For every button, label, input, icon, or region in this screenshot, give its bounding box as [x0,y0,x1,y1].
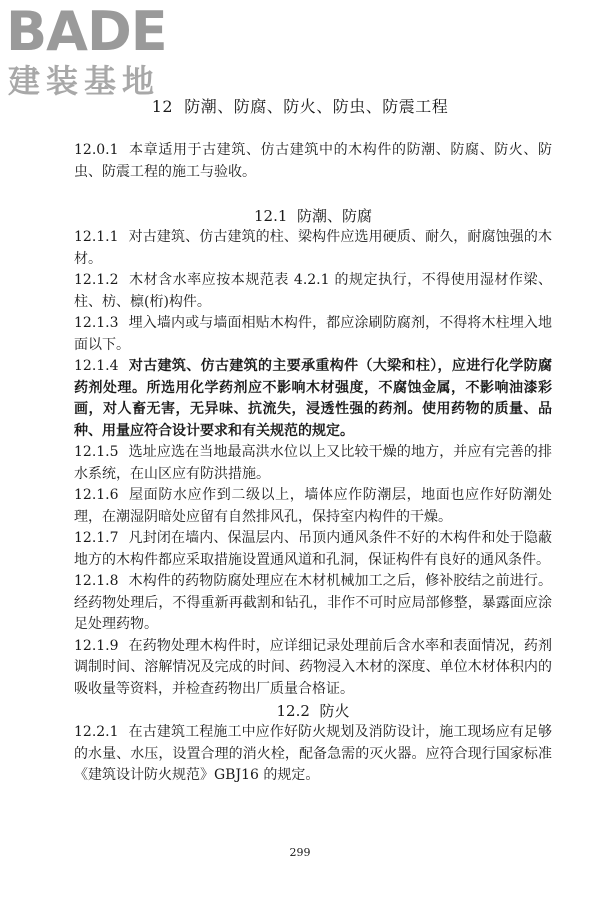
clause-text: 在古建筑工程施工中应作好防火规划及消防设计，施工现场应有足够的水量、水压，设置合理的消火栓，配备急需的灭火器。应符合现行国家标准《建筑设计防火规范》GBJ16 的规定。 [74,724,552,783]
clause-text: 在药物处理木构件时，应详细记录处理前后含水率和表面情况，药剂调制时间、溶解情况及完成的时间、药物浸入木材的深度、单位木材体积内的吸收量等资料，并检查药物出厂质量合格证。 [74,637,552,697]
section-title-text: 防潮、防腐 [296,207,372,225]
clause-12-1-6 [74,485,552,528]
clause-12-1-9 [74,636,552,701]
section-number: 12.1 [254,207,288,225]
clause-12-1-3 [74,313,552,356]
clause-text: 凡封闭在墙内、保温层内、吊顶内通风条件不好的木构件和处于隐蔽地方的木构件都应采取措施设置通风道和孔洞，保证构件有良好的通风条件。 [74,530,552,568]
clause-number: 12.1.1 [74,229,119,245]
clause-number: 12.0.1 [74,142,119,158]
clause-number: 12.1.3 [74,315,119,331]
section-title-12-1 [74,205,552,227]
clause-number: 12.1.7 [74,530,119,546]
clause-text: 对古建筑、仿古建筑的主要承重构件（大梁和柱），应进行化学防腐药剂处理。所选用化学药剂应不影响木材强度，不腐蚀金属，不影响油漆彩画，对人畜无害，无异味、抗流失，浸透性强的药剂。使用药物的质量、品种、用量应符合设计要求和有关规范的规定。 [74,358,552,439]
clause-number: 12.2.1 [74,724,119,740]
clause-text: 木构件的药物防腐处理应在木材机械加工之后，修补胶结之前进行。经药物处理后，不得重新再截割和钻孔，非作不可时应局部修整，暴露面应涂足处理药物。 [74,573,552,632]
page-content [74,140,552,787]
clause-text: 选址应选在当地最高洪水位以上又比较干燥的地方，并应有完善的排水系统，在山区应有防洪措施。 [74,444,552,482]
clause-text: 本章适用于古建筑、仿古建筑中的木构件的防潮、防腐、防火、防虫、防震工程的施工与验收。 [74,142,552,180]
clause-12-1-7 [74,528,552,571]
chapter-number: 12 [151,97,174,116]
page-number: 299 [289,846,311,859]
chapter-title-text: 防潮、防腐、防火、防虫、防震工程 [184,97,449,116]
clause-number: 12.1.8 [74,573,119,589]
clause-number: 12.1.4 [74,358,119,374]
clause-12-1-8 [74,571,552,636]
clause-text: 木材含水率应按本规范表 4.2.1 的规定执行，不得使用湿材作梁、柱、枋、檩(桁)构件。 [74,272,552,310]
bade-logo [6,2,186,102]
logo-subtitle: 建装基地 [8,62,161,100]
clause-text: 屋面防水应作到二级以上，墙体应作防潮层，地面也应作好防潮处理，在潮湿阴暗处应留有自然排风孔，保持室内构件的干燥。 [74,487,552,525]
clause-number: 12.1.2 [74,272,119,288]
clause-12-1-1 [74,227,552,270]
clause-number: 12.1.6 [74,487,119,503]
logo-wordmark: BADE [6,0,167,63]
clause-12-0-1 [74,140,552,183]
clause-text: 对古建筑、仿古建筑的柱、梁构件应选用硬质、耐久，耐腐蚀强的木材。 [74,229,552,267]
clause-12-2-1 [74,722,552,787]
clause-number: 12.1.9 [74,637,119,654]
clause-text: 埋入墙内或与墙面相贴木构件，都应涂刷防腐剂，不得将木柱埋入地面以下。 [74,315,552,353]
clause-12-1-5 [74,442,552,485]
clause-number: 12.1.5 [74,444,119,460]
section-title-text: 防火 [319,702,350,720]
chapter-title [0,96,600,118]
clause-12-1-4 [74,356,552,442]
clause-12-1-2 [74,270,552,313]
section-number: 12.2 [276,702,310,720]
section-title-12-2 [74,700,552,722]
